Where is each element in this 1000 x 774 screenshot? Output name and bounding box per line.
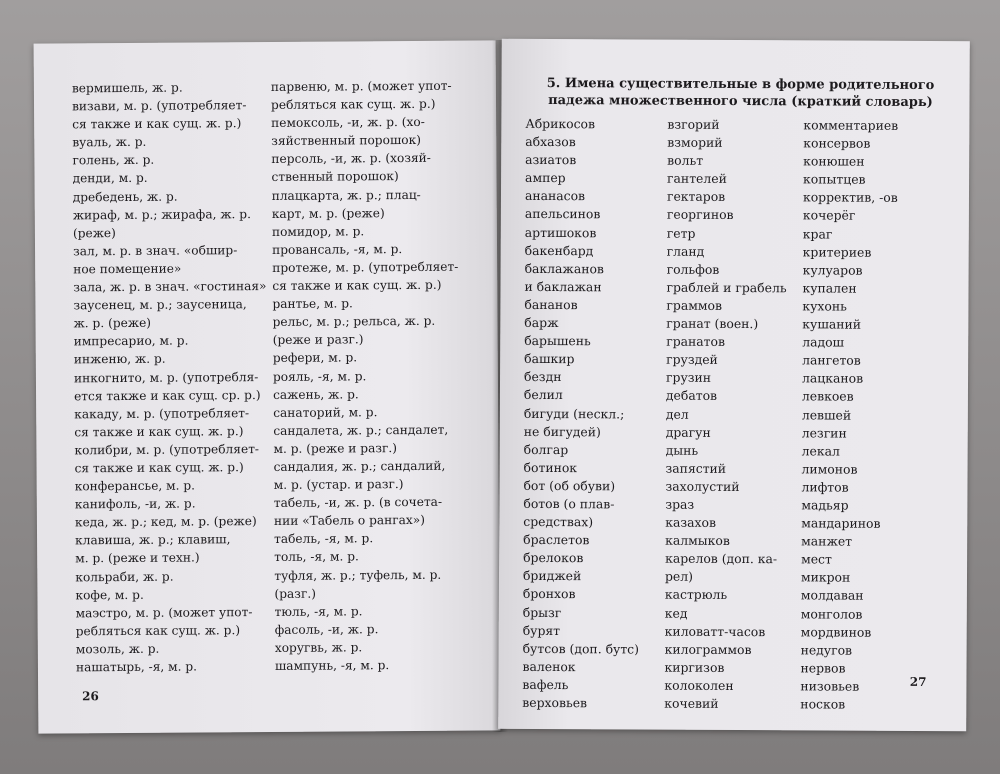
dictionary-line: персоль, -и, ж. р. (хозяй- — [271, 151, 431, 167]
dictionary-line: бананов — [524, 296, 578, 313]
dictionary-line: зраз — [665, 496, 695, 512]
dictionary-line: Абрикосов — [525, 115, 596, 132]
dictionary-line: ж. р. (реже) — [73, 316, 152, 331]
dictionary-line: рельс, м. р.; рельса, ж. р. — [272, 314, 436, 330]
dictionary-line: фасоль, -и, ж. р. — [274, 622, 379, 637]
page-number-left: 26 — [82, 689, 99, 704]
dictionary-line: (реже) — [72, 225, 116, 241]
dictionary-line: кеда, ж. р.; кед, м. р. (реже) — [74, 514, 257, 530]
dictionary-line: мадьяр — [801, 497, 849, 513]
dictionary-line: киловатт-часов — [664, 623, 766, 639]
section-heading-line-2: падежа множественного числа (краткий словарь) — [548, 93, 933, 111]
dictionary-line: носков — [800, 696, 846, 712]
dictionary-line: канифоль, -и, ж. р. — [74, 496, 196, 512]
dictionary-line: взгорий — [667, 116, 720, 132]
dictionary-line: лангетов — [802, 352, 861, 368]
dictionary-line: лимонов — [801, 461, 858, 477]
dictionary-line: санаторий, м. р. — [273, 404, 378, 420]
dictionary-line: георгинов — [666, 207, 734, 223]
dictionary-line: абхазов — [525, 133, 576, 150]
dictionary-line: груздей — [666, 351, 718, 368]
dictionary-line: гетр — [666, 225, 696, 241]
dictionary-line: болгар — [523, 441, 569, 457]
dictionary-line: гранат (воен.) — [666, 315, 759, 332]
dictionary-line: левшей — [801, 406, 852, 423]
dictionary-line: дребедень, ж. р. — [72, 189, 178, 204]
dictionary-line: бигуди (нескл.; — [523, 405, 625, 421]
dictionary-line: манжет — [801, 533, 853, 549]
page-number-right: 27 — [909, 674, 927, 690]
dictionary-line: граммов — [666, 297, 722, 313]
dictionary-line: кастрюль — [664, 587, 728, 603]
dictionary-line: краг — [802, 225, 833, 242]
dictionary-line: табель, -я, м. р. — [274, 531, 374, 547]
dictionary-line: зала, ж. р. в знач. «гостиная» — [73, 279, 267, 295]
dictionary-line: комментариев — [803, 117, 899, 133]
dictionary-line: барж — [524, 314, 559, 331]
dictionary-line: левкоев — [801, 388, 854, 405]
dictionary-line: дынь — [665, 442, 699, 458]
dictionary-line: критериев — [802, 244, 872, 260]
dictionary-line: толь, -я, м. р. — [274, 549, 359, 565]
dictionary-line: брелоков — [523, 550, 584, 566]
dictionary-line: рел) — [664, 568, 694, 585]
right-page — [498, 39, 970, 731]
dictionary-line: лифтов — [801, 479, 849, 495]
dictionary-line: апельсинов — [524, 206, 601, 222]
left-page — [34, 40, 501, 733]
dictionary-line: нервов — [800, 660, 846, 676]
dictionary-line: ное помещение» — [73, 261, 182, 277]
dictionary-line: лацканов — [801, 370, 864, 386]
dictionary-line: бронхов — [522, 586, 576, 602]
dictionary-line: запястий — [665, 460, 727, 476]
dictionary-line: браслетов — [523, 532, 590, 548]
dictionary-line: гантелей — [667, 170, 727, 187]
dictionary-line: артишоков — [524, 224, 597, 240]
dictionary-line: лекал — [801, 443, 840, 459]
dictionary-line: молдаван — [800, 587, 864, 604]
dictionary-line: рантье, м. р. — [272, 296, 353, 312]
dictionary-line: колоколен — [664, 677, 734, 693]
dictionary-line: инкогнито, м. р. (употребля- — [73, 369, 259, 385]
dictionary-line: кочевий — [664, 695, 719, 711]
dictionary-line: башкир — [524, 351, 575, 367]
right-page-column-2 — [664, 116, 787, 714]
dictionary-line: микрон — [800, 569, 851, 585]
dictionary-line: валенок — [522, 658, 576, 674]
dictionary-line: ботов (о плав- — [523, 495, 615, 512]
dictionary-line: ся также и как сущ. ж. р.) — [74, 460, 244, 476]
dictionary-line: вуаль, ж. р. — [72, 135, 147, 150]
dictionary-line: табель, -и, ж. р. (в сочета- — [273, 494, 443, 511]
dictionary-line: тюль, -я, м. р. — [274, 604, 363, 619]
dictionary-line: пемоксоль, -и, ж. р. (хо- — [271, 115, 425, 131]
dictionary-line: ственный порошок) — [271, 169, 399, 185]
dictionary-line: импресарио, м. р. — [73, 333, 189, 349]
dictionary-line: нии «Табель о рангах») — [273, 513, 426, 529]
dictionary-line: монголов — [800, 605, 863, 622]
dictionary-line: (реже и разг.) — [272, 332, 364, 348]
dictionary-line: сандалета, ж. р.; сандалет, — [273, 422, 449, 438]
dictionary-line: недугов — [800, 642, 853, 658]
dictionary-line: низовьев — [800, 678, 860, 694]
dictionary-line: гранатов — [666, 333, 726, 350]
dictionary-line: (разг.) — [274, 586, 316, 601]
dictionary-line: дел — [665, 406, 689, 422]
dictionary-line: верховьев — [522, 694, 588, 711]
dictionary-line: баклажанов — [524, 260, 604, 277]
dictionary-line: кочерёг — [802, 207, 856, 224]
dictionary-line: азиатов — [525, 152, 577, 168]
dictionary-line: грузин — [665, 369, 712, 386]
dictionary-line: жираф, м. р.; жирафа, ж. р. — [72, 206, 252, 223]
dictionary-line: м. р. (реже и разг.) — [273, 440, 398, 456]
dictionary-line: казахов — [665, 514, 717, 530]
right-page-column-1 — [522, 115, 641, 713]
dictionary-line: маэстро, м. р. (может упот- — [75, 604, 253, 621]
dictionary-line: граблей и грабель — [666, 279, 787, 296]
dictionary-line: взморий — [667, 134, 723, 151]
dictionary-line: зяйственный порошок) — [271, 133, 422, 149]
dictionary-line: купален — [802, 280, 857, 296]
dictionary-line: м. р. (устар. и разг.) — [273, 477, 404, 493]
left-page-column-2 — [271, 77, 461, 675]
dictionary-line: сажень, ж. р. — [273, 386, 359, 402]
dictionary-line: бездн — [524, 369, 562, 385]
dictionary-line: киргизов — [664, 659, 725, 675]
dictionary-line: карелов (доп. ка- — [665, 550, 778, 567]
section-heading — [535, 75, 945, 111]
dictionary-line: корректив, -ов — [802, 189, 898, 206]
dictionary-line: м. р. (реже и техн.) — [75, 550, 200, 566]
dictionary-line: кухонь — [802, 298, 847, 314]
dictionary-line: барышень — [524, 333, 591, 349]
dictionary-line: брызг — [522, 604, 562, 620]
dictionary-line: средствах) — [523, 513, 594, 530]
section-heading-line-1: 5. Имена существительные в форме родительного — [546, 76, 935, 94]
dictionary-line: карт, м. р. (реже) — [271, 205, 385, 221]
dictionary-line: захолустий — [665, 478, 740, 494]
dictionary-line: ладош — [802, 334, 845, 350]
dictionary-line: кофе, м. р. — [75, 587, 144, 602]
dictionary-line: зал, м. р. в знач. «обшир- — [72, 243, 238, 259]
dictionary-line: гланд — [666, 243, 705, 259]
dictionary-line: хоругвь, ж. р. — [274, 640, 363, 655]
dictionary-line: бриджей — [522, 568, 582, 584]
dictionary-line: кушаний — [802, 316, 862, 332]
dictionary-line: ся также и как сущ. ж. р.) — [74, 423, 244, 440]
dictionary-line: колибри, м. р. (употребляет- — [74, 441, 260, 458]
dictionary-line: вермишель, ж. р. — [71, 80, 183, 96]
dictionary-line: килограммов — [664, 641, 752, 657]
dictionary-line: ся также и как сущ. ж. р.) — [272, 277, 442, 293]
dictionary-line: какаду, м. р. (употребляет- — [74, 405, 250, 422]
dictionary-line: кулуаров — [802, 262, 863, 278]
dictionary-line: клавиша, ж. р.; клавиш, — [75, 532, 231, 548]
dictionary-line: ребляться как сущ. ж. р.) — [75, 623, 241, 639]
dictionary-line: сандалия, ж. р.; сандалий, — [273, 458, 446, 474]
dictionary-line: плацкарта, ж. р.; плац- — [271, 187, 421, 203]
dictionary-line: дебатов — [665, 388, 718, 404]
dictionary-line: денди, м. р. — [72, 171, 148, 186]
dictionary-line: мордвинов — [800, 623, 872, 640]
dictionary-line: бакенбард — [524, 242, 594, 258]
dictionary-line: бот (об обуви) — [523, 477, 616, 494]
dictionary-line: туфля, ж. р.; туфель, м. р. — [274, 567, 442, 583]
dictionary-line: мандаринов — [801, 515, 881, 531]
dictionary-line: и баклажан — [524, 278, 602, 295]
dictionary-line: конферансье, м. р. — [74, 478, 196, 494]
dictionary-line: гольфов — [666, 261, 720, 277]
dictionary-line: рефери, м. р. — [272, 350, 358, 366]
dictionary-line: драгун — [665, 424, 711, 440]
dictionary-line: парвеню, м. р. (может упот- — [270, 78, 452, 94]
dictionary-line: кед — [664, 605, 688, 621]
dictionary-line: инженю, ж. р. — [73, 352, 166, 367]
dictionary-line: протеже, м. р. (употребляет- — [272, 259, 459, 275]
dictionary-line: конюшен — [803, 153, 865, 169]
dictionary-line: ется также и как сущ. ср. р.) — [74, 387, 261, 403]
dictionary-line: голень, ж. р. — [72, 153, 155, 168]
dictionary-line: ся также и как сущ. ж. р.) — [72, 116, 242, 132]
dictionary-line: гектаров — [666, 189, 726, 205]
dictionary-line: ампер — [525, 170, 566, 186]
dictionary-line: копытцев — [803, 171, 866, 187]
dictionary-line: ботинок — [523, 459, 578, 475]
dictionary-line: мест — [801, 551, 832, 567]
dictionary-line: лезгин — [801, 424, 847, 441]
dictionary-line: бурят — [522, 622, 561, 638]
dictionary-line: белил — [523, 387, 563, 403]
dictionary-line: калмыков — [665, 532, 730, 549]
dictionary-line: нашатырь, -я, м. р. — [75, 659, 198, 675]
dictionary-line: бутсов (доп. бутс) — [522, 640, 640, 657]
dictionary-line: провансаль, -я, м. р. — [271, 241, 403, 257]
right-page-column-3 — [800, 116, 898, 714]
left-page-column-1 — [72, 78, 269, 676]
dictionary-line: ребляться как сущ. ж. р.) — [270, 96, 436, 113]
dictionary-line: вольт — [667, 152, 704, 169]
dictionary-line: консервов — [803, 135, 871, 151]
dictionary-line: не бигудей) — [523, 423, 601, 439]
dictionary-line: мозоль, ж. р. — [75, 641, 160, 657]
dictionary-line: шампунь, -я, м. р. — [274, 658, 390, 673]
dictionary-line: рояль, -я, м. р. — [272, 368, 367, 384]
dictionary-line: заусенец, м. р.; заусеница, — [73, 297, 247, 313]
dictionary-line: вафель — [522, 676, 569, 693]
dictionary-line: ананасов — [524, 188, 586, 204]
dictionary-line: кольраби, ж. р. — [75, 569, 174, 584]
dictionary-line: визави, м. р. (употребляет- — [71, 98, 247, 114]
dictionary-line: помидор, м. р. — [271, 224, 365, 239]
